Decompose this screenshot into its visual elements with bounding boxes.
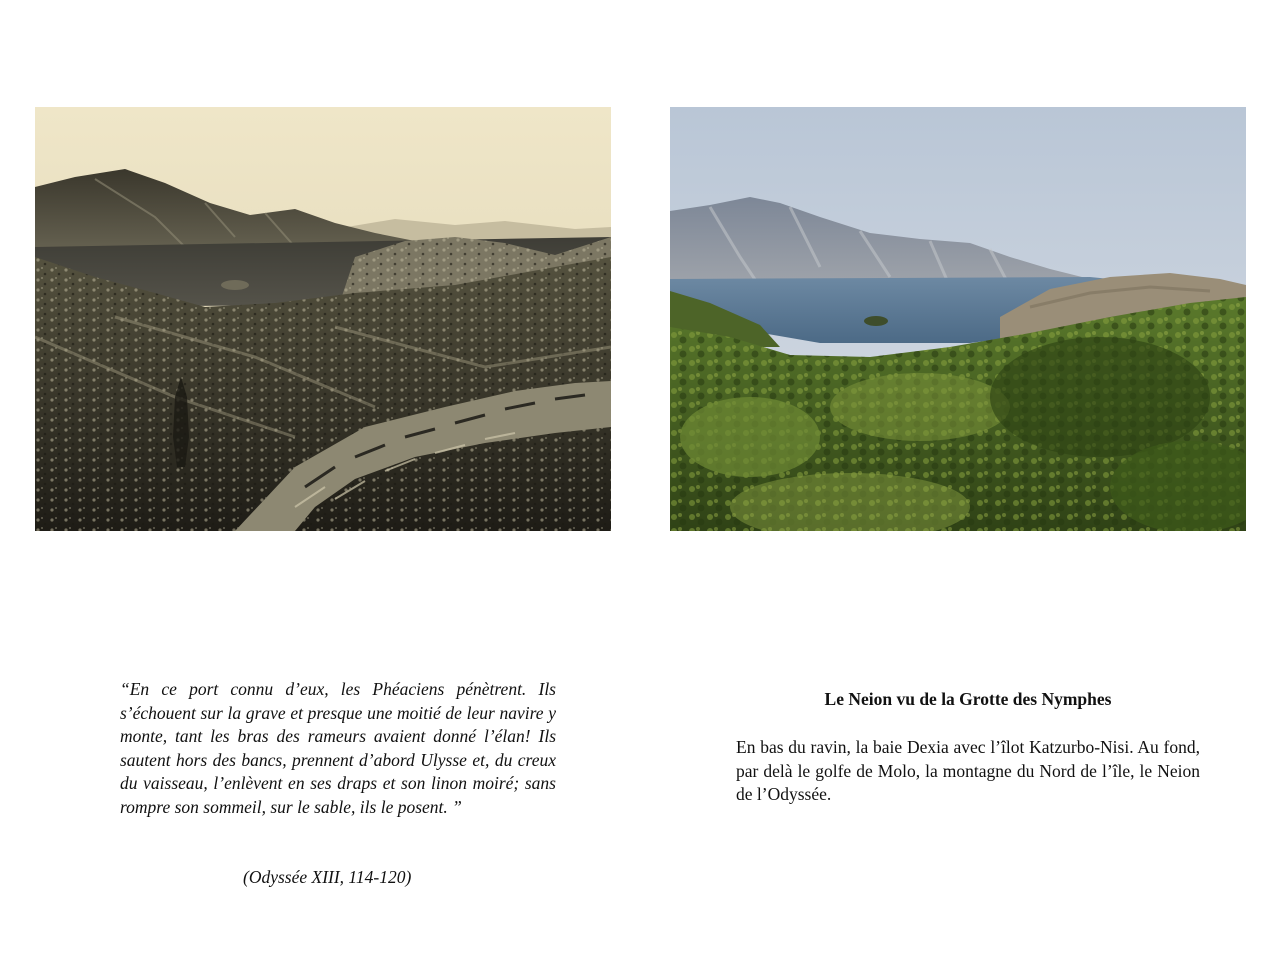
colour-photo <box>670 107 1246 531</box>
caption-text: En bas du ravin, la baie Dexia avec l’îlot Katzurbo-Nisi. Au fond, par delà le golfe de Molo, la montagne du Nord de l’île, le Neion de l’Odyssée. <box>736 737 1200 804</box>
odyssey-quote <box>120 678 556 819</box>
archival-photo-drawing <box>35 107 611 531</box>
colour-photo-drawing <box>670 107 1246 531</box>
caption-body <box>736 736 1200 807</box>
archival-photo <box>35 107 611 531</box>
quote-text: “En ce port connu d’eux, les Phéaciens pénètrent. Ils s’échouent sur la grave et presque une moitié de leur navire y monte, tant les bras des rameurs avaient donné l’élan! Ils sautent hors des bancs, prennent d’abord Ulysse et, du creux du vaisseau, l’enlèvent en ses draps et son linon moiré; sans rompre son sommeil, sur le sable, ils le posent. ” <box>120 679 556 817</box>
quote-citation: (Odyssée XIII, 114-120) <box>243 867 412 887</box>
caption-title: Le Neion vu de la Grotte des Nymphes <box>824 689 1112 709</box>
